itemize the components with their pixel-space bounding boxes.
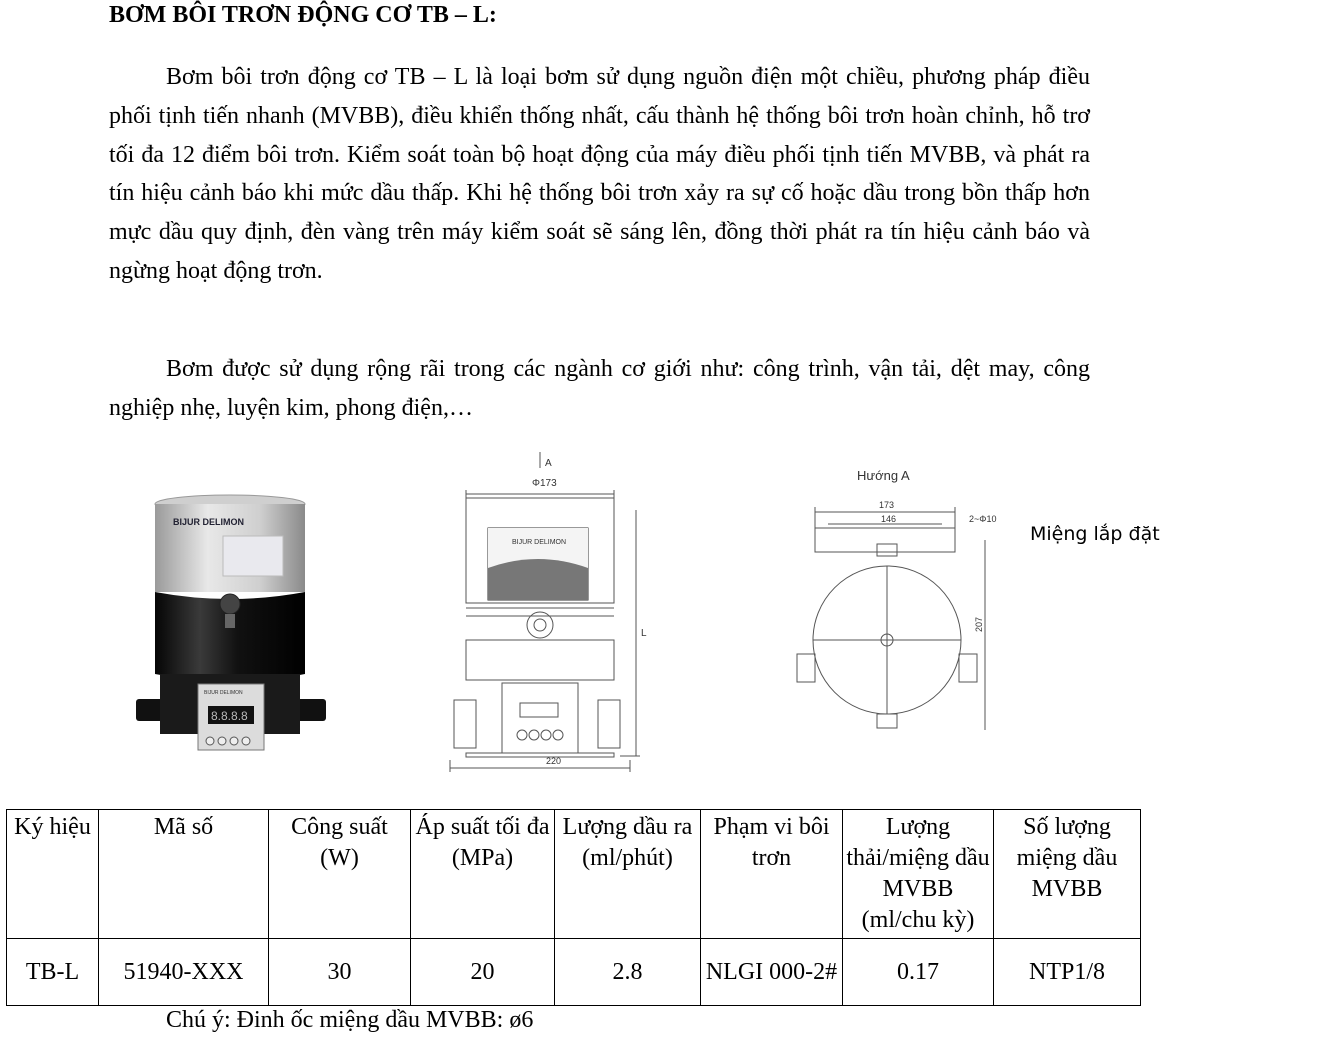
cell-lube-range: NLGI 000-2# [701,939,843,1006]
dim-diameter: Φ173 [532,478,557,489]
cell-discharge: 0.17 [843,939,994,1006]
view-a-label: Hướng A [857,468,910,483]
table-header-row [7,810,1141,939]
front-view-drawing [440,450,665,775]
section-mark: A [545,458,552,469]
header-lube-range: Phạm vi bôi trơn [701,810,843,939]
dim-207: 207 [974,616,984,632]
header-outlet-count: Số lượng miệng dầu MVBB [994,810,1141,939]
spec-table [6,809,1141,1006]
photo-display-readout: 8.8.8.8 [211,709,248,723]
cell-power: 30 [269,939,411,1006]
header-output: Lượng dầu ra (ml/phút) [555,810,701,939]
cell-code: 51940-XXX [99,939,269,1006]
side-view-drawing [795,462,1005,747]
header-symbol: Ký hiệu [7,810,99,939]
pump-photo [128,494,334,756]
front-brand-label: BIJUR DELIMON [512,539,567,546]
footnote: Chú ý: Đinh ốc miệng dầu MVBB: ø6 [166,1007,534,1033]
dim-146: 146 [881,514,897,524]
photo-panel-brand: BIJUR DELIMON [204,690,243,696]
paragraph-description: Bơm bôi trơn động cơ TB – L là loại bơm sử dụng nguồn điện một chiều, phương pháp điều phối tịnh tiến nhanh (MVBB), điều khiển thống nhất, cấu thành hệ thống bôi trơn hoàn chỉnh, hỗ trơ tối đa 12 điểm bôi trơn. Kiểm soát toàn bộ hoạt động của máy điều phối tịnh tiến MVBB, và phát ra tín hiệu cảnh báo khi mức dầu thấp. Khi hệ thống bôi trơn xảy ra sự cố hoặc dầu trong bồn thấp hơn mực dầu quy định, đèn vàng trên máy kiểm soát sẽ sáng lên, đồng thời phát ra tín hiệu cảnh báo và ngừng hoạt động trơn. [109,64,1090,284]
header-code: Mã số [99,810,269,939]
cell-symbol: TB-L [7,939,99,1006]
cell-outlet-count: NTP1/8 [994,939,1141,1006]
cell-max-pressure: 20 [411,939,555,1006]
paragraph-applications: Bơm được sử dụng rộng rãi trong các ngành cơ giới như: công trình, vận tải, dệt may, công nghiệp nhẹ, luyện kim, phong điện,… [109,356,1090,421]
dim-173: 173 [879,500,895,510]
table-row [7,939,1141,1006]
dim-width: 220 [546,756,562,766]
header-discharge: Lượng thải/miệng dầu MVBB (ml/chu kỳ) [843,810,994,939]
photo-brand-label: BIJUR DELIMON [173,517,245,527]
header-power: Công suất (W) [269,810,411,939]
header-max-pressure: Áp suất tối đa (MPa) [411,810,555,939]
document-heading: BƠM BÔI TRƠN ĐỘNG CƠ TB – L: [109,2,497,28]
mount-caption: Miệng lắp đặt [1030,523,1160,545]
dim-holes: 2~Φ10 [969,514,997,524]
dim-height: L [641,628,647,639]
cell-output: 2.8 [555,939,701,1006]
